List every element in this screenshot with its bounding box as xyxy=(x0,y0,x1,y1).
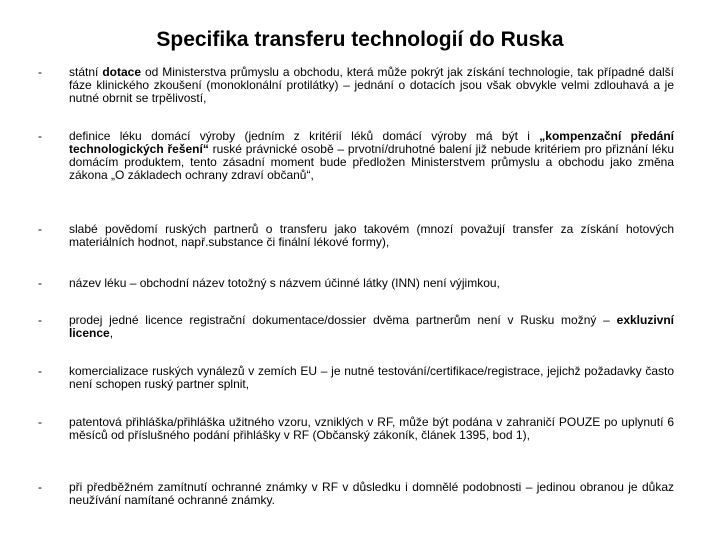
bullet-dash: - xyxy=(38,415,42,429)
text-segment: definice léku domácí výroby (jedním z kritérií léků domácí výroby má být i xyxy=(69,129,540,143)
list-item-text xyxy=(69,66,674,105)
bullet-dash: - xyxy=(38,65,42,79)
slide-title: Specifika transferu technologií do Ruska xyxy=(156,28,564,51)
list-item-text xyxy=(69,365,674,391)
text-segment: ruské právnické osobě – prvotní/druhotné balení již nebude kritériem pro přiznání léku domácím produktem, tento zásadní moment bude předložen Ministerstvem průmyslu a obchodu jako změna zákona „O základech ochrany zdraví občanů“, xyxy=(69,142,674,182)
list-item-text xyxy=(69,277,674,290)
bullet-dash: - xyxy=(38,276,42,290)
list-item-text xyxy=(69,314,674,340)
text-segment-bold: „kompenzační předání technologických řešení“ xyxy=(69,129,674,156)
text-segment: slabé povědomí ruských partnerů o transferu jako takovém (mnozí považují transfer za získání hotových materiálních hodnot, např.substance či finální lékové formy), xyxy=(69,222,674,249)
bullet-dash: - xyxy=(38,222,42,236)
text-segment: název léku – obchodní název totožný s názvem účinné látky (INN) není výjimkou, xyxy=(69,276,500,290)
text-segment: komercializace ruských vynálezů v zemích EU – je nutné testování/certifikace/registrace, jejichž požadavky často není schopen ruský partner splnit, xyxy=(69,364,674,391)
text-segment: , xyxy=(109,326,114,340)
bullet-dash: - xyxy=(38,364,42,378)
text-segment: od Ministerstva průmyslu a obchodu, která může pokrýt jak získání technologie, tak případné další fáze klinického zkoušení (monoklonální protilátky) – jednání o dotacích jsou však obvykle velmi zdlouhavá a je nutné obrnit se trpělivostí, xyxy=(69,65,674,105)
text-segment: při předběžném zamítnutí ochranné známky v RF v důsledku i domnělé podobnosti – jedinou obranou je důkaz neužívání namítané ochranné známky. xyxy=(69,480,674,507)
list-item-text xyxy=(69,481,674,507)
list-item-text xyxy=(69,223,674,249)
text-segment-bold: exkluzivní licence xyxy=(69,313,674,340)
text-segment: patentová přihláška/přihláška užitného vzoru, vzniklých v RF, může být podána v zahraničí POUZE po uplynutí 6 měsíců od příslušného podání přihlášky v RF (Občanský zákoník, článek 1395, bod 1), xyxy=(69,415,674,442)
text-segment: státní xyxy=(69,65,103,79)
bullet-dash: - xyxy=(38,313,42,327)
bullet-dash: - xyxy=(38,480,42,494)
list-item-text xyxy=(69,416,674,442)
text-segment: prodej jedné licence registrační dokumentace/dossier dvěma partnerům není v Rusku možný – xyxy=(69,313,617,327)
list-item-text xyxy=(69,130,674,182)
text-segment-bold: dotace xyxy=(102,65,141,79)
bullet-dash: - xyxy=(38,129,42,143)
